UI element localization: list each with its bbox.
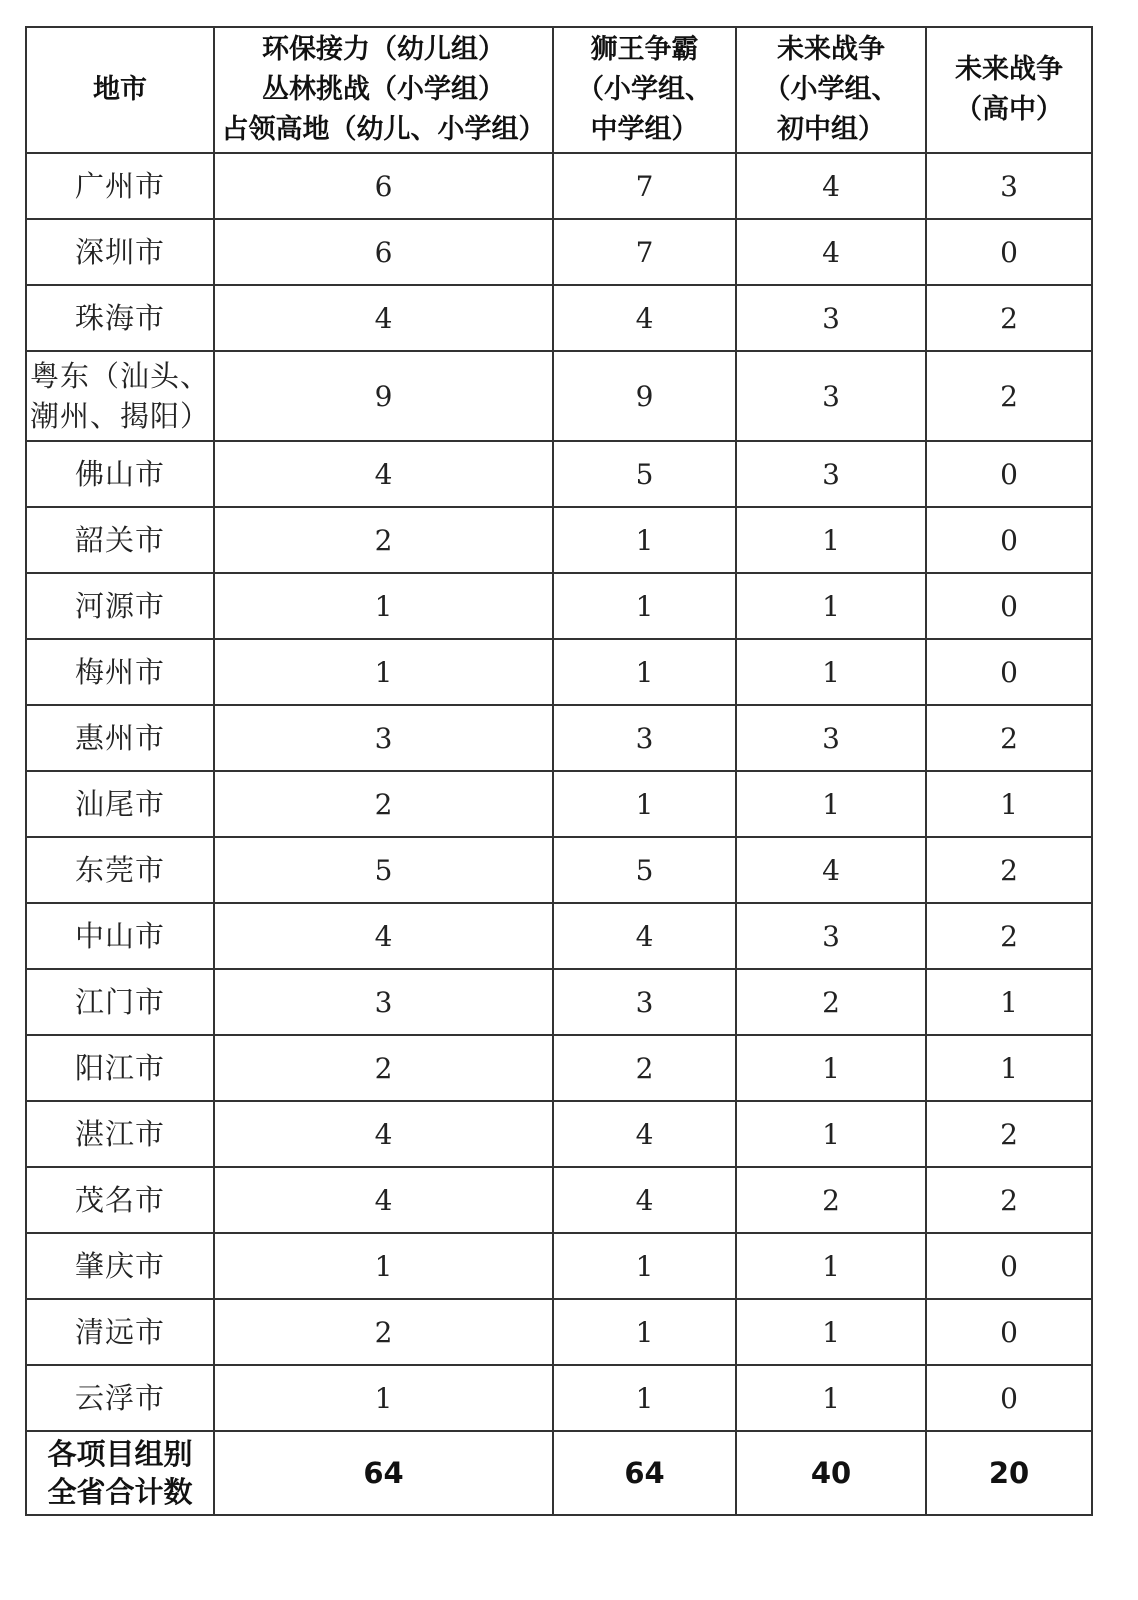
city-cell: [26, 771, 214, 837]
city-name-line: 韶关市: [74, 523, 165, 557]
quota-cell: 9: [553, 351, 736, 441]
city-cell: [26, 969, 214, 1035]
quota-cell: 2: [214, 771, 553, 837]
table-row: [26, 507, 1092, 573]
quota-cell: 1: [553, 639, 736, 705]
quota-cell: 4: [553, 903, 736, 969]
header-line: （高中）: [955, 94, 1063, 125]
table-row: [26, 705, 1092, 771]
quota-cell: 1: [553, 507, 736, 573]
city-name-line: 阳江市: [74, 1051, 165, 1085]
quota-cell: 0: [926, 573, 1092, 639]
header-line: 中学组）: [590, 114, 699, 145]
city-name-line: 惠州市: [74, 721, 165, 755]
quota-cell: 3: [553, 705, 736, 771]
quota-cell: 3: [553, 969, 736, 1035]
quota-cell: 3: [736, 285, 926, 351]
quota-cell: 1: [926, 969, 1092, 1035]
total-label: [26, 1431, 214, 1515]
city-name-line: 深圳市: [74, 235, 165, 269]
quota-cell: 1: [736, 639, 926, 705]
quota-cell: 7: [553, 219, 736, 285]
city-name-line: 清远市: [74, 1315, 165, 1349]
quota-cell: 1: [736, 573, 926, 639]
header-line: 占领高地（幼儿、小学组）: [221, 114, 546, 145]
city-name-line: 肇庆市: [74, 1249, 165, 1283]
city-cell: [26, 639, 214, 705]
table-row: [26, 153, 1092, 219]
header-future-war-primary-junior: [736, 27, 926, 153]
header-lion-king: [553, 27, 736, 153]
table-row: [26, 1365, 1092, 1431]
city-cell: [26, 219, 214, 285]
table-row: [26, 1035, 1092, 1101]
header-future-war-senior: [926, 27, 1092, 153]
header-line: （小学组、: [763, 74, 899, 105]
quota-cell: 1: [214, 639, 553, 705]
city-name-line: 湛江市: [74, 1117, 165, 1151]
quota-cell: 4: [553, 285, 736, 351]
header-line: 未来战争: [955, 54, 1063, 85]
header-row: [26, 27, 1092, 153]
quota-cell: 6: [214, 219, 553, 285]
city-name-line: 梅州市: [74, 655, 165, 689]
quota-cell: 2: [926, 903, 1092, 969]
quota-cell: 2: [736, 1167, 926, 1233]
quota-cell: 2: [926, 285, 1092, 351]
quota-cell: 0: [926, 1365, 1092, 1431]
quota-cell: 0: [926, 1233, 1092, 1299]
city-name-line: 东莞市: [74, 853, 165, 887]
city-cell: [26, 351, 214, 441]
quota-cell: 3: [736, 705, 926, 771]
header-relay-jungle-highland: [214, 27, 553, 153]
table-footer: [26, 1431, 1092, 1515]
quota-cell: 5: [553, 441, 736, 507]
table-row: [26, 969, 1092, 1035]
quota-cell: 4: [214, 285, 553, 351]
header-line: 地市: [93, 74, 147, 105]
quota-cell: 2: [926, 837, 1092, 903]
quota-cell: 1: [214, 1365, 553, 1431]
quota-cell: 0: [926, 219, 1092, 285]
total-cell: 64: [553, 1431, 736, 1515]
table-row: [26, 1233, 1092, 1299]
quota-cell: 1: [926, 771, 1092, 837]
header-line: 初中组）: [777, 114, 885, 145]
quota-cell: 4: [214, 1101, 553, 1167]
city-name-line: 广州市: [74, 169, 165, 203]
table-row: [26, 351, 1092, 441]
city-cell: [26, 1299, 214, 1365]
header-line: 未来战争: [777, 34, 885, 65]
quota-cell: 0: [926, 441, 1092, 507]
table-row: [26, 219, 1092, 285]
quota-cell: 3: [214, 705, 553, 771]
city-cell: [26, 285, 214, 351]
quota-cell: 3: [926, 153, 1092, 219]
quota-cell: 2: [926, 1167, 1092, 1233]
quota-cell: 1: [214, 573, 553, 639]
table-row: [26, 1101, 1092, 1167]
quota-table: [25, 26, 1093, 1516]
quota-cell: 4: [553, 1167, 736, 1233]
header-line: 环保接力（幼儿组）: [262, 34, 505, 65]
quota-cell: 3: [214, 969, 553, 1035]
quota-cell: 3: [736, 441, 926, 507]
quota-cell: 5: [553, 837, 736, 903]
city-name-line: 河源市: [74, 589, 165, 623]
quota-cell: 1: [553, 771, 736, 837]
city-name-line: 茂名市: [74, 1183, 165, 1217]
quota-cell: 4: [214, 903, 553, 969]
quota-cell: 1: [736, 1299, 926, 1365]
quota-cell: 1: [553, 573, 736, 639]
quota-cell: 5: [214, 837, 553, 903]
city-cell: [26, 1365, 214, 1431]
quota-cell: 0: [926, 1299, 1092, 1365]
table-row: [26, 441, 1092, 507]
total-row: [26, 1431, 1092, 1515]
total-label-line: 全省合计数: [47, 1475, 193, 1509]
quota-cell: 1: [736, 1365, 926, 1431]
header-city: [26, 27, 214, 153]
city-cell: [26, 837, 214, 903]
total-cell: 40: [736, 1431, 926, 1515]
city-name-line: 珠海市: [74, 301, 165, 335]
city-cell: [26, 705, 214, 771]
header-line: （小学组、: [577, 74, 712, 105]
quota-cell: 3: [736, 903, 926, 969]
quota-cell: 3: [736, 351, 926, 441]
quota-cell: 1: [553, 1233, 736, 1299]
city-name-line: 潮州、揭阳）: [29, 399, 210, 433]
city-name-line: 江门市: [74, 985, 165, 1019]
total-label-line: 各项目组别: [47, 1437, 193, 1471]
quota-cell: 0: [926, 639, 1092, 705]
quota-cell: 2: [553, 1035, 736, 1101]
city-cell: [26, 1101, 214, 1167]
city-cell: [26, 1233, 214, 1299]
header-line: 丛林挑战（小学组）: [262, 74, 505, 105]
city-name-line: 粤东（汕头、: [29, 359, 210, 393]
quota-cell: 1: [553, 1299, 736, 1365]
table-row: [26, 573, 1092, 639]
table-header: [26, 27, 1092, 153]
quota-cell: 1: [736, 771, 926, 837]
quota-cell: 6: [214, 153, 553, 219]
table-row: [26, 903, 1092, 969]
quota-cell: 0: [926, 507, 1092, 573]
total-cell: 20: [926, 1431, 1092, 1515]
city-cell: [26, 903, 214, 969]
city-cell: [26, 153, 214, 219]
quota-cell: 4: [214, 1167, 553, 1233]
quota-cell: 1: [736, 507, 926, 573]
quota-cell: 4: [214, 441, 553, 507]
city-cell: [26, 441, 214, 507]
city-name-line: 佛山市: [74, 457, 165, 491]
quota-cell: 2: [926, 351, 1092, 441]
table-row: [26, 837, 1092, 903]
quota-cell: 2: [214, 1299, 553, 1365]
quota-cell: 9: [214, 351, 553, 441]
quota-cell: 1: [214, 1233, 553, 1299]
table-row: [26, 1167, 1092, 1233]
total-cell: 64: [214, 1431, 553, 1515]
city-name-line: 云浮市: [74, 1381, 165, 1415]
quota-cell: 1: [736, 1035, 926, 1101]
quota-cell: 4: [736, 219, 926, 285]
city-name-line: 汕尾市: [74, 787, 165, 821]
city-name-line: 中山市: [74, 919, 165, 953]
header-line: 狮王争霸: [590, 34, 699, 65]
city-cell: [26, 507, 214, 573]
city-cell: [26, 573, 214, 639]
quota-cell: 4: [553, 1101, 736, 1167]
quota-cell: 7: [553, 153, 736, 219]
quota-cell: 2: [926, 1101, 1092, 1167]
table-row: [26, 1299, 1092, 1365]
quota-cell: 1: [553, 1365, 736, 1431]
quota-cell: 2: [214, 507, 553, 573]
table-row: [26, 639, 1092, 705]
city-cell: [26, 1167, 214, 1233]
quota-cell: 1: [736, 1101, 926, 1167]
quota-cell: 2: [214, 1035, 553, 1101]
quota-cell: 1: [736, 1233, 926, 1299]
city-cell: [26, 1035, 214, 1101]
quota-cell: 4: [736, 837, 926, 903]
quota-cell: 4: [736, 153, 926, 219]
quota-cell: 1: [926, 1035, 1092, 1101]
quota-cell: 2: [926, 705, 1092, 771]
table-row: [26, 285, 1092, 351]
table-body: [26, 153, 1092, 1431]
quota-cell: 2: [736, 969, 926, 1035]
table-row: [26, 771, 1092, 837]
